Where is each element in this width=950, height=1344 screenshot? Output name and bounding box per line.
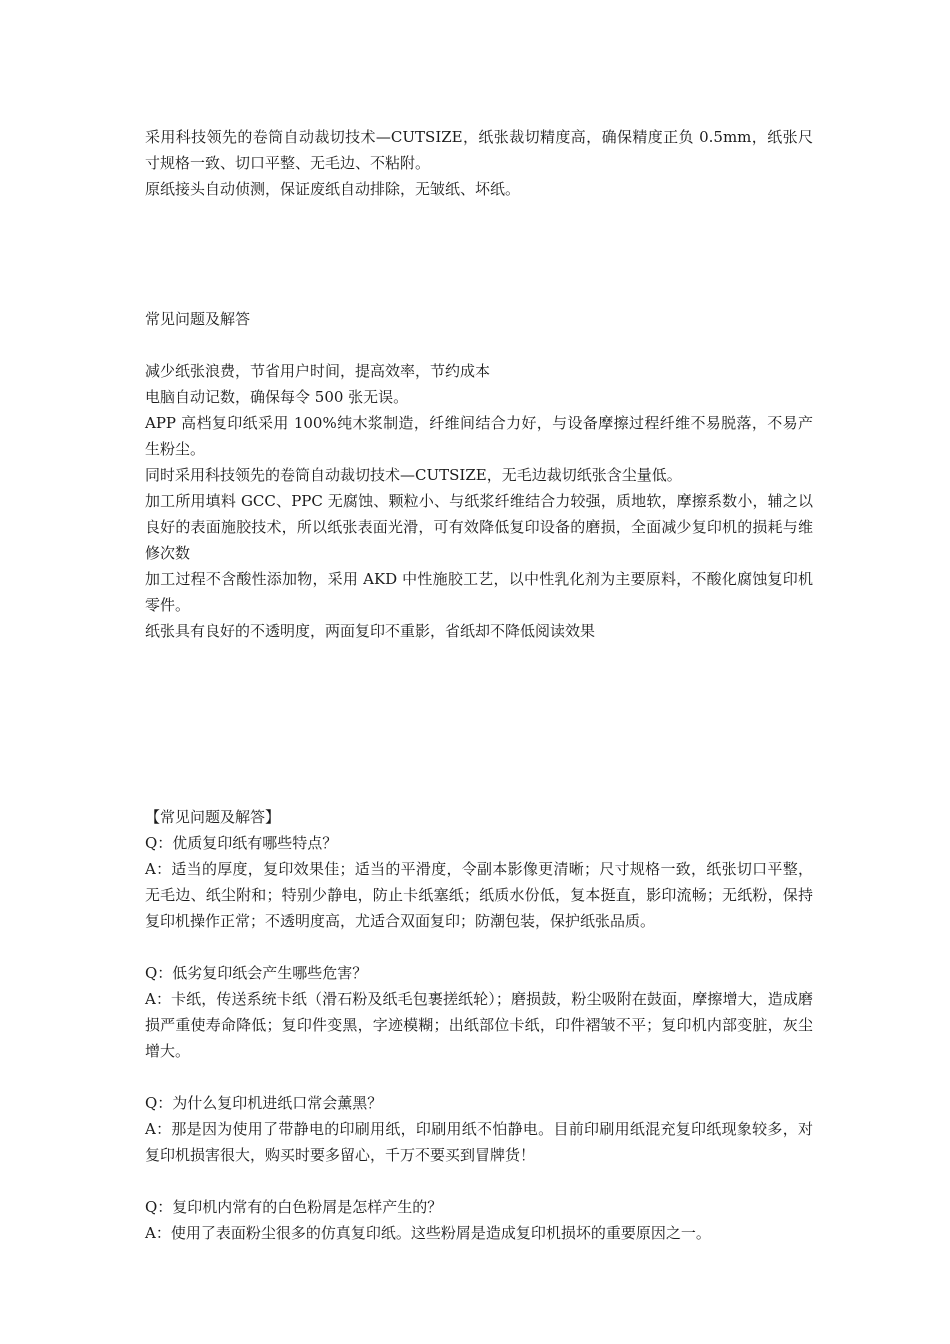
feature-paragraph: 加工过程不含酸性添加物，采用 AKD 中性施胶工艺，以中性乳化剂为主要原料，不酸化腐蚀复印机零件。 [145,570,813,614]
feature-paragraph: 电脑自动记数，确保每令 500 张无误。 [145,388,409,406]
faq-heading: 【常见问题及解答】 [145,808,281,826]
faq-answer: A：使用了表面粉尘很多的仿真复印纸。这些粉屑是造成复印机损坏的重要原因之一。 [145,1224,711,1242]
spacer [145,644,813,804]
faq-question: Q：为什么复印机进纸口常会薰黑？ [145,1094,383,1112]
intro-paragraph: 原纸接头自动侦测，保证废纸自动排除，无皱纸、坏纸。 [145,180,521,198]
faq-question: Q：优质复印纸有哪些特点？ [145,834,338,852]
feature-paragraph: 纸张具有良好的不透明度，两面复印不重影，省纸却不降低阅读效果 [145,622,596,640]
spacer [145,1064,813,1090]
feature-paragraph: 加工所用填料 GCC、PPC 无腐蚀、颗粒小、与纸浆纤维结合力较强，质地软，摩擦系数小，辅之以良好的表面施胶技术，所以纸张表面光滑，可有效降低复印设备的磨损，全面减少复印机的损耗与维修次数 [145,492,813,562]
faq-answer: A：那是因为使用了带静电的印刷用纸，印刷用纸不怕静电。目前印刷用纸混充复印纸现象较多，对复印机损害很大，购买时要多留心，千万不要买到冒牌货！ [145,1120,813,1164]
spacer [145,280,813,306]
spacer [145,202,813,280]
feature-paragraph: 同时采用科技领先的卷筒自动裁切技术—CUTSIZE，无毛边裁切纸张含尘量低。 [145,466,682,484]
faq-answer: A：卡纸，传送系统卡纸（滑石粉及纸毛包裹搓纸轮）；磨损鼓，粉尘吸附在鼓面，摩擦增大，造成磨损严重使寿命降低；复印件变黑，字迹模糊；出纸部位卡纸，印件褶皱不平；复印机内部变脏，灰尘增大。 [145,990,813,1060]
faq-question: Q：低劣复印纸会产生哪些危害？ [145,964,368,982]
spacer [145,1168,813,1194]
faq-answer: A：适当的厚度，复印效果佳；适当的平滑度，令副本影像更清晰；尺寸规格一致，纸张切口平整，无毛边、纸尘附和；特别少静电，防止卡纸塞纸；纸质水份低，复本挺直，影印流畅；无纸粉，保持复印机操作正常；不透明度高，尤适合双面复印；防潮包装，保护纸张品质。 [145,860,813,930]
feature-paragraph: 减少纸张浪费，节省用户时间，提高效率，节约成本 [145,362,491,380]
section-heading: 常见问题及解答 [145,310,251,328]
intro-paragraph: 采用科技领先的卷筒自动裁切技术—CUTSIZE，纸张裁切精度高，确保精度正负 0.5mm，纸张尺寸规格一致、切口平整、无毛边、不粘附。 [145,128,813,172]
spacer [145,934,813,960]
faq-question: Q：复印机内常有的白色粉屑是怎样产生的？ [145,1198,443,1216]
document-page [145,124,813,1246]
feature-paragraph: APP 高档复印纸采用 100%纯木浆制造，纤维间结合力好，与设备摩擦过程纤维不易脱落，不易产生粉尘。 [145,414,813,458]
spacer [145,332,813,358]
